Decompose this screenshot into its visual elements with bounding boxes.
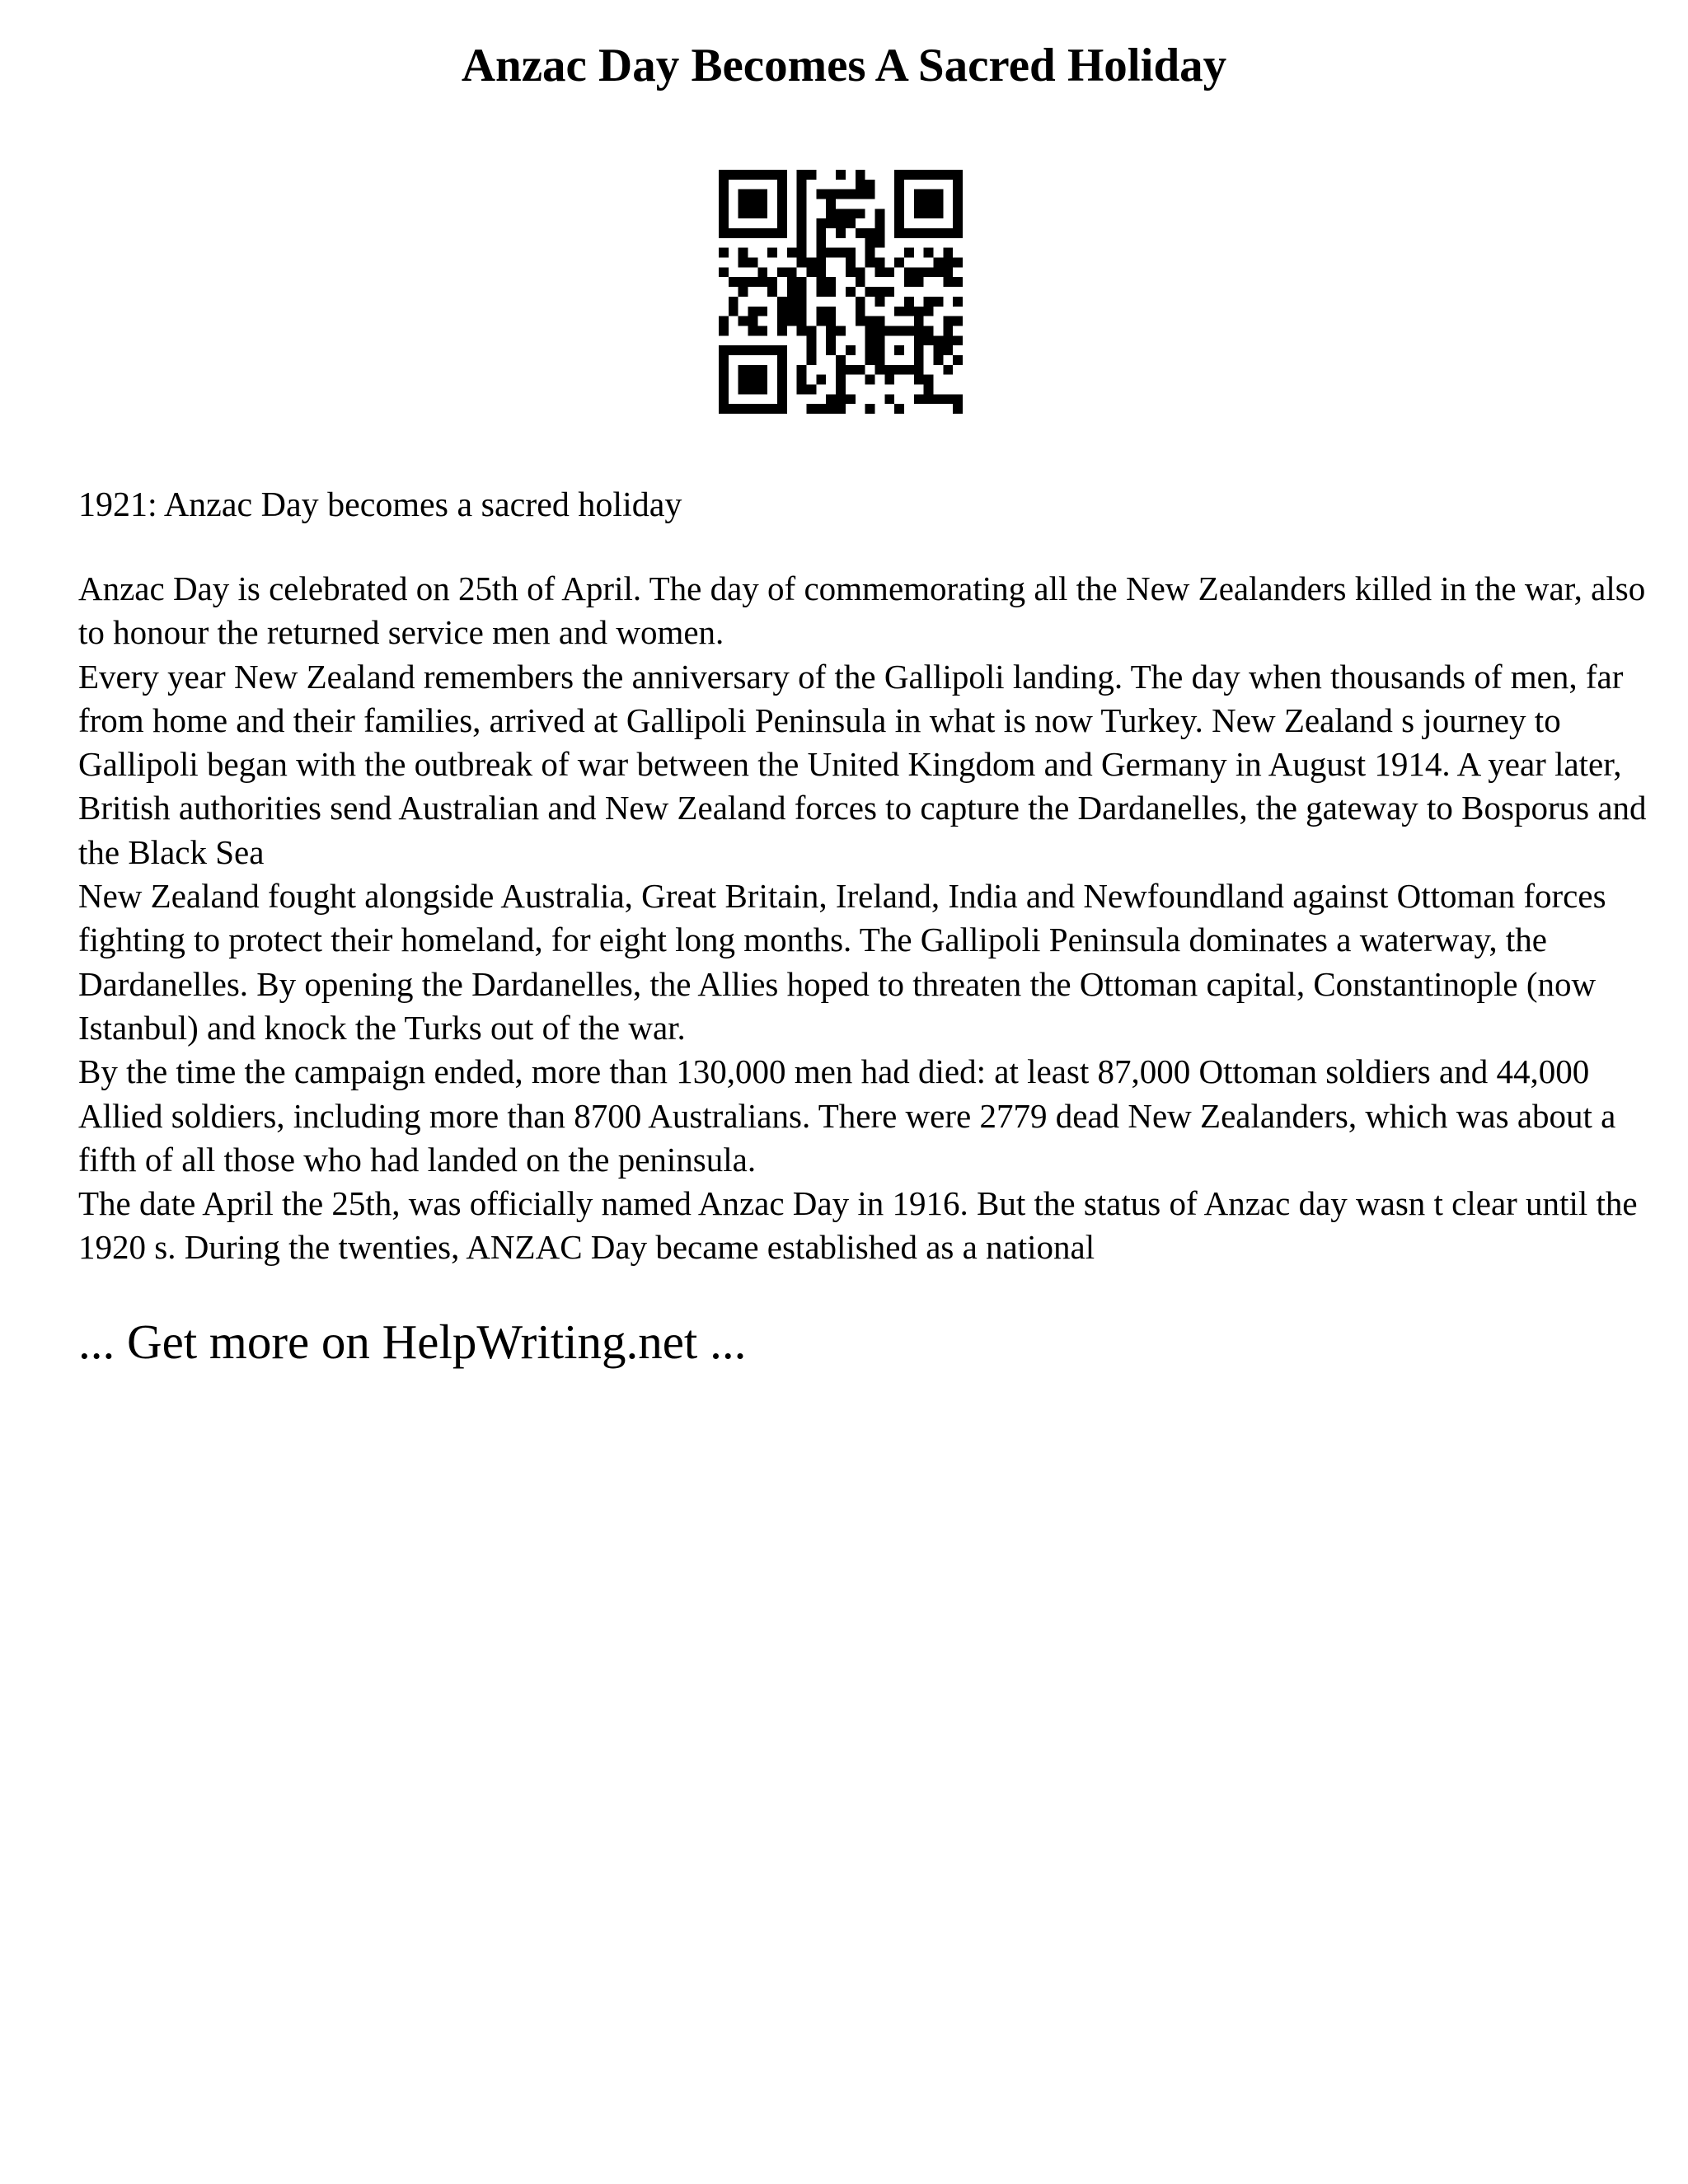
paragraph: By the time the campaign ended, more than 130,000 men had died: at least 87,000 Ottoman soldiers and 44,000 Allied soldiers, including more than 8700 Australians. There were 2779 dead New Zealanders, which was about a fifth of all those who had landed on the peninsula. <box>78 1052 1616 1179</box>
paragraph: New Zealand fought alongside Australia, Great Britain, Ireland, India and Newfoundland against Ottoman forces fighting to protect their homeland, for eight long months. The Gallipoli Peninsula dominates a waterway, the Dardanelles. By opening the Dardanelles, the Allies hoped to threaten the Ottoman capital, Constantinople (now Istanbul) and knock the Turks out of the war. <box>78 877 1606 1047</box>
paragraph: The date April the 25th, was officially named Anzac Day in 1916. But the status of Anzac day wasn t clear until the 1920 s. During the twenties, ANZAC Day became established as a national <box>78 1184 1638 1267</box>
subtitle: 1921: Anzac Day becomes a sacred holiday <box>78 486 682 524</box>
get-more-link[interactable]: ... Get more on HelpWriting.net ... <box>78 1315 747 1369</box>
paragraph: Every year New Zealand remembers the anniversary of the Gallipoli landing. The day when thousands of men, far from home and their families, arrived at Gallipoli Peninsula in what is now Turkey. New Zealand s journey to Gallipoli began with the outbreak of war between the United Kingdom and Germany in August 1914. A year later, British authorities send Australian and New Zealand forces to capture the Dardanelles, the gateway to Bosporus and the Black Sea <box>78 657 1647 871</box>
article-body <box>78 567 1648 1270</box>
page-title: Anzac Day Becomes A Sacred Holiday <box>461 40 1227 91</box>
qr-code-icon <box>719 170 963 414</box>
paragraph: Anzac Day is celebrated on 25th of April. The day of commemorating all the New Zealanders killed in the war, also to honour the returned service men and women. <box>78 569 1646 652</box>
